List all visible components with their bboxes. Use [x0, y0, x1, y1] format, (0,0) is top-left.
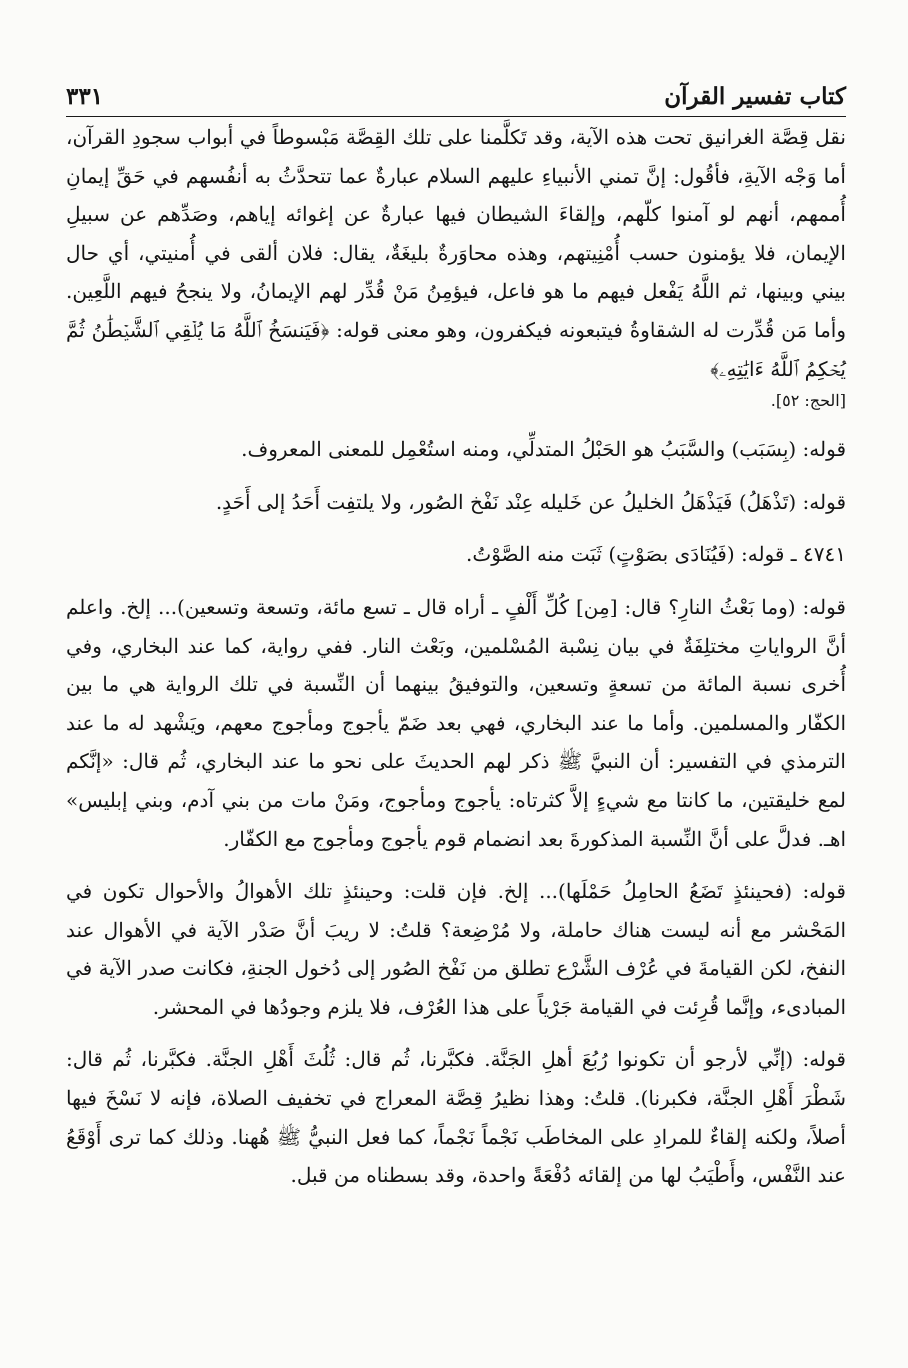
- page-body: [66, 118, 846, 1195]
- paragraph-tadhhal: قوله: (تَذْهَلُ) فَيَذْهَلُ الخليلُ عن خَليله عِنْد نَفْخ الصُور، ولا يلتفِت أَحَدُ إلى أَحَدٍ.: [215, 489, 846, 514]
- paragraph-baath-alnar: قوله: (وما بَعْثُ النارِ؟ قال: [مِن] كُلِّ أَلْفٍ ـ أراه قال ـ تسع مائة، وتسعة وتسعين)... إلخ. واعلم أنَّ الرواياتِ مختلِفَةٌ في بيان نِسْبة المُسْلمين، وبَعْث النار. ففي رواية، كما عند البخاري، وفي أُخرى نسبة المائة من تسعةٍ وتسعين، والتوفيقُ بينهما أن النِّسبة في تلك الرواية هي ما بين الكفّار والمسلمين. وأما ما عند البخاري، فهي بعد ضَمّ يأجوج ومأجوج معهم، ويَشْهد له ما عند الترمذي في التفسير: أن النبيَّ ﷺ ذكر لهم الحديثَ على نحو ما عند البخاري، ثُم قال: «إنَّكم لمع خليقتين، ما كانتا مع شيءٍ إلاَّ كثرتاه: يأجوج ومأجوج، ومَنْ مات من بني آدم، وبني إبليس» اهـ. فدلَّ على أنَّ النِّسبة المذكورةَ بعد انضمام قوم يأجوج ومأجوج مع الكفّار.: [66, 594, 846, 851]
- paragraph-ahl-aljanna: قوله: (إنِّي لأرجو أن تكونوا رُبُعَ أهلِ الجَنَّة. فكبَّرنا، ثُم قال: ثُلُثَ أَهْلِ الجنَّة. فكبَّرنا، ثُم قال: شَطْرَ أَهْلِ الجنَّة، فكبرنا). قلتُ: وهذا نظيرُ قِصَّة المعراج في تخفيف الصلاة، فإنه لا نَسْخَ فيها أصلاً، ولكنه إلقاءٌ للمرادِ على المخاطَب نَجْماً نَجْماً، كما فعل النبيُّ ﷺ هُهنا. وذلك كما ترى أَوْقَعُ عند النَّفْس، وأَطْيَبُ لها من إلقائه دُفْعَةً واحدة، وقد بسطناه من قبل.: [66, 1047, 846, 1188]
- page-number: ٣٣١: [66, 83, 104, 110]
- header-rule: [66, 116, 846, 117]
- paragraph-tafsir-verse: نقل قِصَّة الغرانيق تحت هذه الآية، وقد تَكلَّمنا على تلك القِصَّة مَبْسوطاً في أبواب سجودِ القرآن، أما وَجْه الآيةِ، فأقُول: إنَّ تمني الأنبياءِ عليهم السلام عبارةٌ عما تتحدَّثُ به أنفُسهم في حَقِّ إيمانِ أُممهم، أنهم لو آمنوا كلّهم، وإلقاءَ الشيطان فيها عبارةٌ عن إغوائه إياهم، وصَدِّهم عن سبيلِ الإيمان، فلا يؤمنون حسب أُمْنِيتهم، وهذه محاوَرةٌ بليغَةٌ، يقال: فلان ألقى في أُمنيتي، أي حال بيني وبينها، ثم اللَّهُ يَفْعل فيهم ما هو فاعل، فيؤمِنُ مَنْ قُدِّر لهم الإيمانُ، ولا ينجحُ فيهم اللَّعِين. وأما مَن قُدِّرت له الشقاوةُ فيتبعونه فيكفرون، وهو معنى قوله: ﴿فَيَنسَخُ ٱللَّهُ مَا يُلۡقِي ٱلشَّيۡطَٰنُ ثُمَّ يُحۡكِمُ ٱللَّهُ ءَايَٰتِهِۦ﴾: [66, 125, 846, 381]
- running-title: كتاب تفسير القرآن: [664, 83, 846, 110]
- paragraph-hadith-4741: ٤٧٤١ ـ قوله: (فَيُنَادَى بصَوْتٍ) ثَبَت منه الصَّوْتُ.: [466, 542, 846, 567]
- paragraph-hamil: قوله: (فحينئذٍ تَضَعُ الحامِلُ حَمْلَها)... إلخ. فإن قلت: وحينئذٍ تلك الأهوالُ والأحوال تكون في المَحْشر مع أنه ليست هناك حاملة، ولا مُرْضِعة؟ قلتُ: لا ريبَ أنَّ صَدْر الآية في الأهوال عند النفخ، لكن القيامةَ في عُرْف الشَّرْع تطلق من نَفْخ الصُور إلى دُخول الجنةِ، فكانت صدر الآية في المبادىء، وإنَّما قُرِئت في القيامة جَرْياً على هذا العُرْف، فلا يلزم وجودُها في المحشر.: [66, 879, 846, 1019]
- verse-reference: [الحج: ٥٢].: [770, 391, 846, 411]
- paragraph-sabab: قوله: (بِسَبَب) والسَّبَبُ هو الحَبْلُ المتدلِّي، ومنه استُعْمِل للمعنى المعروف.: [241, 437, 846, 462]
- page-header: [66, 66, 846, 108]
